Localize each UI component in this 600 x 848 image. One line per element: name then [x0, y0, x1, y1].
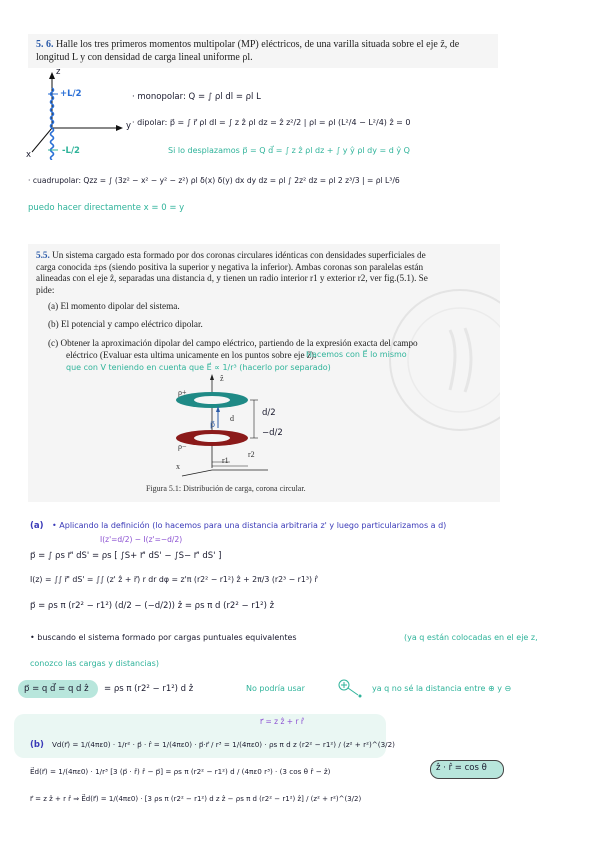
statement-5-5-l1-text: Un sistema cargado esta formado por dos coronas circulares idénticas con densidades superficiales de	[52, 250, 426, 260]
fig-rho-minus: ρ−	[178, 442, 187, 451]
statement-line-2: longitud L y con densidad de carga lineal uniforme ρl.	[36, 51, 253, 63]
figure-caption: Figura 5.1: Distribución de carga, corona circular.	[146, 484, 306, 493]
item-c-line-1: (c) Obtener la aproximación dipolar del campo eléctrico, partiendo de la expresión exacta del campo	[48, 338, 418, 348]
statement-line-1: Halle los tres primeros momentos multipolar (MP) eléctricos, de una varilla situada sobre el eje ẑ, de	[56, 39, 460, 50]
part-a-over-annotation: I(z'=d/2) − I(z'=−d/2)	[100, 535, 183, 544]
rod-on-axis-diagram	[28, 68, 138, 160]
cos-theta-identity: ẑ · r̂ = cos θ	[436, 763, 487, 773]
axis-label-z: z	[56, 67, 61, 77]
part-b-field-on-axis: r⃗ = z ẑ + r r̂ ⇒ E⃗d(r⃗) = 1/(4πε0) · [3 ρs π (r2² − r1²) d z ẑ − ρs π d (r2² − r1²) ẑ] / (z² + r²)^(3/2)	[30, 795, 362, 803]
monopolar-line: · monopolar: Q = ∫ ρl dl = ρl L	[132, 92, 261, 102]
hw-note-c-line-1: Hacemos con E⃗ lo mismo	[306, 350, 407, 359]
desplazamos-line: Si lo desplazamos p⃗ = Q d⃗ = ∫ z ẑ ρl dz + ∫ y ŷ ρl dy = d ŷ Q	[168, 146, 410, 155]
item-b: (b) El potencial y campo eléctrico dipolar.	[48, 319, 203, 329]
fig-x-axis: x	[176, 462, 180, 471]
fig-p-vector: p⃗	[210, 420, 216, 429]
fig-r1: r1	[222, 456, 229, 465]
part-a-eq3: p⃗ = ρs π (r2² − r1²) (d/2 − (−d/2)) ẑ = ρs π d (r2² − r1²) ẑ	[30, 601, 275, 611]
fig-d-half-minus: −d/2	[262, 428, 283, 438]
problem-5-5-number: 5.5.	[36, 250, 50, 260]
dipole-result: p⃗ = q d⃗ = q d ẑ	[24, 684, 89, 694]
hw-note-c-line-2: que con V teniendo en cuenta que E⃗ ∝ 1/r³ (hacerlo por separado)	[66, 363, 331, 372]
part-a-label: (a)	[30, 521, 44, 531]
part-a-eq2: I(z) = ∫∫ r⃗' dS' = ∫∫ (z' ẑ + r⃗) r dr dφ = z'π (r2² − r1²) ẑ + 2π/3 (r2³ − r1³) r̂	[30, 575, 318, 584]
item-c-line-2: eléctrico (Evaluar esta ultima unicamente en los puntos sobre eje ẑ).	[66, 350, 317, 360]
part-a-alt-note-2: conozco las cargas y distancias)	[30, 659, 159, 668]
part-b-potential: Vd(r⃗) = 1/(4πε0) · 1/r² · p⃗ · r̂ = 1/(4πε0) · p⃗·r⃗ / r³ = 1/(4πε0) · ρs π d z (r2² − r1²) / (z² + r²)^(3/2)	[52, 740, 395, 749]
axis-label-y: y	[126, 121, 132, 131]
problem-number: 5. 6.	[36, 39, 54, 50]
statement-5-5-l1	[36, 250, 498, 262]
statement-5-5-l2: carga conocida ±ρs (siendo positiva la superior y negativa la inferior). Ambas coronas son paralelas están	[36, 261, 424, 272]
statement-5-5-l4: pide:	[36, 284, 55, 295]
axis-label-x: x	[26, 150, 32, 160]
no-podria-note: No podría usar	[246, 684, 305, 693]
dipole-result-tail: = ρs π (r2² − r1²) d ẑ	[104, 684, 194, 694]
part-a-intro: • Aplicando la definición (lo hacemos para una distancia arbitraria z' y luego particularizamos a d)	[52, 521, 447, 530]
fig-d-half-plus: d/2	[262, 408, 276, 418]
part-b-highlight	[14, 714, 386, 758]
charge-pair-icon	[336, 677, 366, 699]
part-a-alt-method: • buscando el sistema formado por cargas puntuales equivalentes	[30, 633, 297, 642]
statement-5-5-l3: alineadas con el eje ẑ, separadas una distancia d, y tienen un radio interior r1 y exterior r2, ver fig.(5.1). Se	[36, 273, 428, 283]
fig-rho-plus: ρ+	[178, 388, 187, 397]
part-b-field: E⃗d(r⃗) = 1/(4πε0) · 1/r³ [3 (p⃗ · r̂) r̂ − p⃗] = ρs π (r2² − r1²) d / (4πε0 r³) · (3 cos θ r̂ − ẑ)	[30, 767, 331, 776]
dipolar-line: · dipolar: p⃗ = ∫ r⃗ ρl dl = ∫ z ẑ ρl dz = ẑ z²/2 | ρl = ρl (L²/4 − L²/4) ẑ = 0	[132, 118, 411, 127]
fig-z-axis: ẑ	[220, 374, 224, 383]
part-a-eq1: p⃗ = ∫ ρs r⃗' dS' = ρs [ ∫S+ r⃗' dS' − ∫S− r⃗' dS' ]	[30, 551, 222, 561]
part-b-label: (b)	[30, 740, 44, 750]
fig-r2: r2	[248, 450, 255, 459]
part-b-above-annotation: r⃗ = z ẑ + r r̂	[260, 717, 304, 726]
problem-5-6-statement	[36, 39, 496, 64]
no-podria-tail: ya q no sé la distancia entre ⊕ y ⊖	[372, 684, 512, 693]
corona-rings-diagram	[168, 372, 318, 480]
puedo-hacer-line: puedo hacer directamente x = 0 = y	[28, 203, 185, 213]
minus-half-length: -L/2	[62, 146, 80, 156]
part-a-alt-note-1: (ya q están colocadas en el eje z,	[404, 633, 538, 642]
item-a: (a) El momento dipolar del sistema.	[48, 301, 180, 311]
cuadrupolar-line: · cuadrupolar: Qzz = ∫ (3z² − x² − y² − z²) ρl δ(x) δ(y) dx dy dz = ρl ∫ 2z² dz = ρl 2 z³/3 | = ρl L³/6	[28, 176, 400, 185]
fig-d: d	[230, 414, 234, 423]
plus-half-length: +L/2	[60, 89, 82, 99]
problem-5-5-statement	[36, 250, 498, 296]
